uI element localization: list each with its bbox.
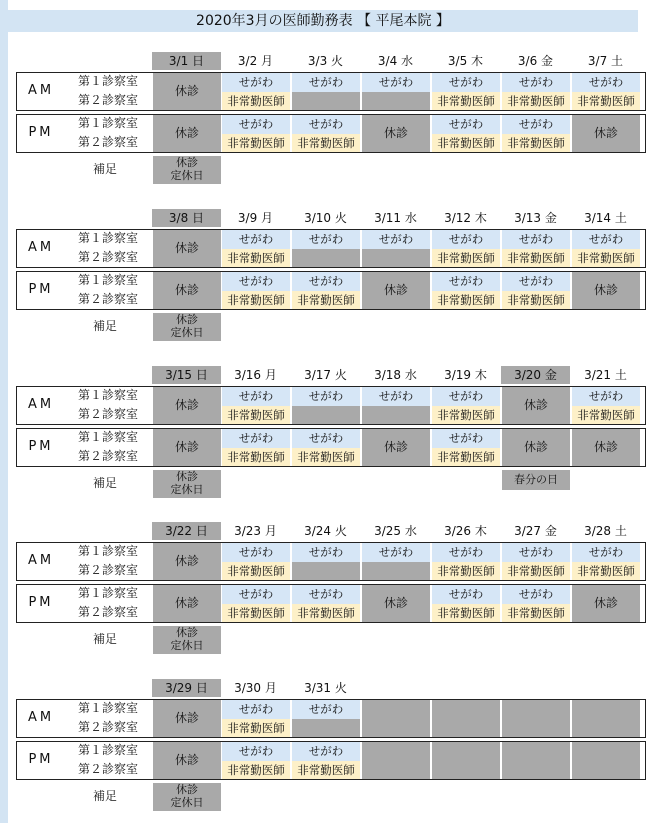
day-header: 3/2 月 <box>237 54 274 68</box>
closed-text: 休診 <box>523 398 548 412</box>
part-time-doctor-cell: 非常勤医師 <box>222 562 290 580</box>
part-time-doctor-cell: 非常勤医師 <box>222 291 290 309</box>
closed-text: 休診 <box>383 126 408 140</box>
am-label: AM <box>27 83 55 98</box>
doctor-segawa-cell: せがわ <box>502 585 570 604</box>
am-label: AM <box>27 553 55 568</box>
part-time-doctor-cell: 非常勤医師 <box>432 134 500 152</box>
doctor-segawa-cell: せがわ <box>292 543 360 562</box>
doctor-segawa-cell: せがわ <box>292 230 360 249</box>
doctor-segawa-cell: せがわ <box>432 73 500 92</box>
am-label: AM <box>27 240 55 255</box>
closed-text: 休診 <box>174 554 199 568</box>
left-accent-bar <box>0 0 8 823</box>
day-header: 3/15 日 <box>152 366 221 384</box>
week-block <box>8 679 638 829</box>
closed-text: 休診 <box>383 596 408 610</box>
day-header: 3/26 木 <box>444 524 487 538</box>
regular-holiday-note <box>153 470 221 498</box>
day-header: 3/4 水 <box>377 54 414 68</box>
doctor-segawa-cell: せがわ <box>362 387 430 406</box>
part-time-doctor-cell: 非常勤医師 <box>572 406 640 424</box>
part-time-doctor-cell: 非常勤医師 <box>222 406 290 424</box>
regular-holiday-note <box>153 783 221 811</box>
empty-cell <box>572 742 640 779</box>
closed-text: 休診 <box>593 596 618 610</box>
room-1-label: 第１診察室 <box>77 743 138 757</box>
day-header: 3/16 月 <box>234 368 277 382</box>
closed-text: 休診 <box>174 283 199 297</box>
regular-holiday-line-1: 休診 <box>176 156 198 169</box>
part-time-doctor-cell: 非常勤医師 <box>502 291 570 309</box>
room-1-label: 第１診察室 <box>77 388 138 402</box>
empty-cell <box>292 92 360 110</box>
notes-label: 補足 <box>92 476 117 490</box>
day-header: 3/24 火 <box>304 524 347 538</box>
closed-text: 休診 <box>174 84 199 98</box>
regular-holiday-note <box>153 156 221 184</box>
closed-text: 休診 <box>593 440 618 454</box>
regular-holiday-line-2: 定休日 <box>170 639 204 652</box>
doctor-segawa-cell: せがわ <box>222 543 290 562</box>
notes-label: 補足 <box>92 632 117 646</box>
day-header: 3/20 金 <box>501 366 570 384</box>
doctor-segawa-cell: せがわ <box>362 230 430 249</box>
part-time-doctor-cell: 非常勤医師 <box>502 249 570 267</box>
doctor-segawa-cell: せがわ <box>432 387 500 406</box>
day-header: 3/19 木 <box>444 368 487 382</box>
closed-text: 休診 <box>174 753 199 767</box>
doctor-segawa-cell: せがわ <box>572 543 640 562</box>
part-time-doctor-cell: 非常勤医師 <box>502 604 570 622</box>
day-header: 3/5 木 <box>447 54 484 68</box>
part-time-doctor-cell: 非常勤医師 <box>432 249 500 267</box>
room-2-label: 第２診察室 <box>77 563 138 577</box>
part-time-doctor-cell: 非常勤医師 <box>222 249 290 267</box>
doctor-segawa-cell: せがわ <box>362 543 430 562</box>
day-header: 3/23 月 <box>234 524 277 538</box>
doctor-segawa-cell: せがわ <box>292 700 360 719</box>
regular-holiday-line-1: 休診 <box>176 626 198 639</box>
empty-cell <box>502 700 570 737</box>
room-2-label: 第２診察室 <box>77 762 138 776</box>
doctor-segawa-cell: せがわ <box>432 429 500 448</box>
week-block <box>8 52 638 202</box>
doctor-segawa-cell: せがわ <box>292 742 360 761</box>
day-header: 3/21 土 <box>584 368 627 382</box>
regular-holiday-note <box>153 313 221 341</box>
closed-text: 休診 <box>174 126 199 140</box>
room-1-label: 第１診察室 <box>77 116 138 130</box>
doctor-segawa-cell: せがわ <box>292 115 360 134</box>
day-header: 3/11 水 <box>374 211 417 225</box>
part-time-doctor-cell: 非常勤医師 <box>292 604 360 622</box>
week-block <box>8 522 638 672</box>
notes-label: 補足 <box>92 162 117 176</box>
part-time-doctor-cell: 非常勤医師 <box>292 448 360 466</box>
doctor-segawa-cell: せがわ <box>502 543 570 562</box>
part-time-doctor-cell: 非常勤医師 <box>502 562 570 580</box>
day-header: 3/1 日 <box>152 52 221 70</box>
room-2-label: 第２診察室 <box>77 407 138 421</box>
closed-text: 休診 <box>174 440 199 454</box>
week-block <box>8 209 638 359</box>
regular-holiday-line-2: 定休日 <box>170 326 204 339</box>
closed-text: 休診 <box>593 126 618 140</box>
day-header: 3/3 火 <box>307 54 344 68</box>
empty-cell <box>292 406 360 424</box>
pm-label: PM <box>28 752 54 767</box>
closed-text: 休診 <box>174 241 199 255</box>
empty-cell <box>572 700 640 737</box>
doctor-segawa-cell: せがわ <box>222 742 290 761</box>
day-header: 3/30 月 <box>234 681 277 695</box>
part-time-doctor-cell: 非常勤医師 <box>432 406 500 424</box>
day-header: 3/25 水 <box>374 524 417 538</box>
room-2-label: 第２診察室 <box>77 93 138 107</box>
part-time-doctor-cell: 非常勤医師 <box>432 92 500 110</box>
shunbun-note: 春分の日 <box>502 470 570 490</box>
doctor-segawa-cell: せがわ <box>292 272 360 291</box>
closed-text: 休診 <box>174 596 199 610</box>
day-header: 3/18 水 <box>374 368 417 382</box>
doctor-segawa-cell: せがわ <box>502 272 570 291</box>
doctor-segawa-cell: せがわ <box>432 543 500 562</box>
pm-label: PM <box>28 282 54 297</box>
part-time-doctor-cell: 非常勤医師 <box>432 291 500 309</box>
room-1-label: 第１診察室 <box>77 586 138 600</box>
room-1-label: 第１診察室 <box>77 231 138 245</box>
empty-cell <box>292 562 360 580</box>
doctor-segawa-cell: せがわ <box>222 272 290 291</box>
closed-text: 休診 <box>593 283 618 297</box>
day-header: 3/22 日 <box>152 522 221 540</box>
room-2-label: 第２診察室 <box>77 605 138 619</box>
doctor-segawa-cell: せがわ <box>432 272 500 291</box>
part-time-doctor-cell: 非常勤医師 <box>432 604 500 622</box>
part-time-doctor-cell: 非常勤医師 <box>432 448 500 466</box>
room-2-label: 第２診察室 <box>77 135 138 149</box>
doctor-segawa-cell: せがわ <box>292 585 360 604</box>
page-title: 2020年3月の医師勤務表 【 平尾本院 】 <box>8 10 638 32</box>
doctor-segawa-cell: せがわ <box>432 585 500 604</box>
day-header: 3/27 金 <box>514 524 557 538</box>
pm-label: PM <box>28 439 54 454</box>
week-block <box>8 366 638 516</box>
room-2-label: 第２診察室 <box>77 720 138 734</box>
closed-text: 休診 <box>383 283 408 297</box>
part-time-doctor-cell: 非常勤医師 <box>572 562 640 580</box>
part-time-doctor-cell: 非常勤医師 <box>292 761 360 779</box>
doctor-segawa-cell: せがわ <box>222 73 290 92</box>
notes-label: 補足 <box>92 789 117 803</box>
pm-label: PM <box>28 125 54 140</box>
room-1-label: 第１診察室 <box>77 273 138 287</box>
closed-text: 休診 <box>523 440 548 454</box>
day-header: 3/9 月 <box>237 211 274 225</box>
part-time-doctor-cell: 非常勤医師 <box>222 92 290 110</box>
day-header: 3/13 金 <box>514 211 557 225</box>
day-header: 3/29 日 <box>152 679 221 697</box>
part-time-doctor-cell: 非常勤医師 <box>432 562 500 580</box>
doctor-segawa-cell: せがわ <box>222 115 290 134</box>
closed-text: 休診 <box>174 711 199 725</box>
doctor-segawa-cell: せがわ <box>572 387 640 406</box>
room-2-label: 第２診察室 <box>77 449 138 463</box>
doctor-segawa-cell: せがわ <box>502 230 570 249</box>
day-header: 3/17 火 <box>304 368 347 382</box>
regular-holiday-line-2: 定休日 <box>170 796 204 809</box>
empty-cell <box>292 249 360 267</box>
closed-text: 休診 <box>383 440 408 454</box>
regular-holiday-note <box>153 626 221 654</box>
doctor-segawa-cell: せがわ <box>222 700 290 719</box>
room-2-label: 第２診察室 <box>77 292 138 306</box>
doctor-segawa-cell: せがわ <box>222 387 290 406</box>
room-1-label: 第１診察室 <box>77 74 138 88</box>
part-time-doctor-cell: 非常勤医師 <box>222 719 290 737</box>
doctor-segawa-cell: せがわ <box>502 115 570 134</box>
empty-cell <box>292 719 360 737</box>
doctor-segawa-cell: せがわ <box>502 73 570 92</box>
part-time-doctor-cell: 非常勤医師 <box>292 134 360 152</box>
doctor-segawa-cell: せがわ <box>572 230 640 249</box>
empty-cell <box>362 700 430 737</box>
doctor-segawa-cell: せがわ <box>292 429 360 448</box>
doctor-segawa-cell: せがわ <box>292 387 360 406</box>
day-header: 3/6 金 <box>517 54 554 68</box>
day-header: 3/31 火 <box>304 681 347 695</box>
empty-cell <box>432 742 500 779</box>
regular-holiday-line-1: 休診 <box>176 783 198 796</box>
day-header: 3/10 火 <box>304 211 347 225</box>
doctor-segawa-cell: せがわ <box>222 585 290 604</box>
doctor-segawa-cell: せがわ <box>222 230 290 249</box>
part-time-doctor-cell: 非常勤医師 <box>222 134 290 152</box>
day-header: 3/12 木 <box>444 211 487 225</box>
empty-cell <box>362 406 430 424</box>
regular-holiday-line-2: 定休日 <box>170 169 204 182</box>
day-header: 3/14 土 <box>584 211 627 225</box>
notes-label: 補足 <box>92 319 117 333</box>
doctor-segawa-cell: せがわ <box>292 73 360 92</box>
room-1-label: 第１診察室 <box>77 544 138 558</box>
part-time-doctor-cell: 非常勤医師 <box>292 291 360 309</box>
part-time-doctor-cell: 非常勤医師 <box>502 92 570 110</box>
part-time-doctor-cell: 非常勤医師 <box>572 249 640 267</box>
room-1-label: 第１診察室 <box>77 701 138 715</box>
am-label: AM <box>27 397 55 412</box>
empty-cell <box>502 742 570 779</box>
part-time-doctor-cell: 非常勤医師 <box>222 448 290 466</box>
doctor-segawa-cell: せがわ <box>572 73 640 92</box>
pm-label: PM <box>28 595 54 610</box>
part-time-doctor-cell: 非常勤医師 <box>572 92 640 110</box>
day-header: 3/28 土 <box>584 524 627 538</box>
regular-holiday-line-1: 休診 <box>176 313 198 326</box>
empty-cell <box>362 562 430 580</box>
empty-cell <box>362 92 430 110</box>
am-label: AM <box>27 710 55 725</box>
doctor-segawa-cell: せがわ <box>222 429 290 448</box>
doctor-segawa-cell: せがわ <box>362 73 430 92</box>
part-time-doctor-cell: 非常勤医師 <box>222 761 290 779</box>
day-header: 3/7 土 <box>587 54 624 68</box>
part-time-doctor-cell: 非常勤医師 <box>222 604 290 622</box>
part-time-doctor-cell: 非常勤医師 <box>502 134 570 152</box>
empty-cell <box>362 249 430 267</box>
regular-holiday-line-2: 定休日 <box>170 483 204 496</box>
closed-text: 休診 <box>174 398 199 412</box>
empty-cell <box>432 700 500 737</box>
room-1-label: 第１診察室 <box>77 430 138 444</box>
day-header: 3/8 日 <box>152 209 221 227</box>
empty-cell <box>362 742 430 779</box>
room-2-label: 第２診察室 <box>77 250 138 264</box>
regular-holiday-line-1: 休診 <box>176 470 198 483</box>
doctor-segawa-cell: せがわ <box>432 115 500 134</box>
doctor-segawa-cell: せがわ <box>432 230 500 249</box>
